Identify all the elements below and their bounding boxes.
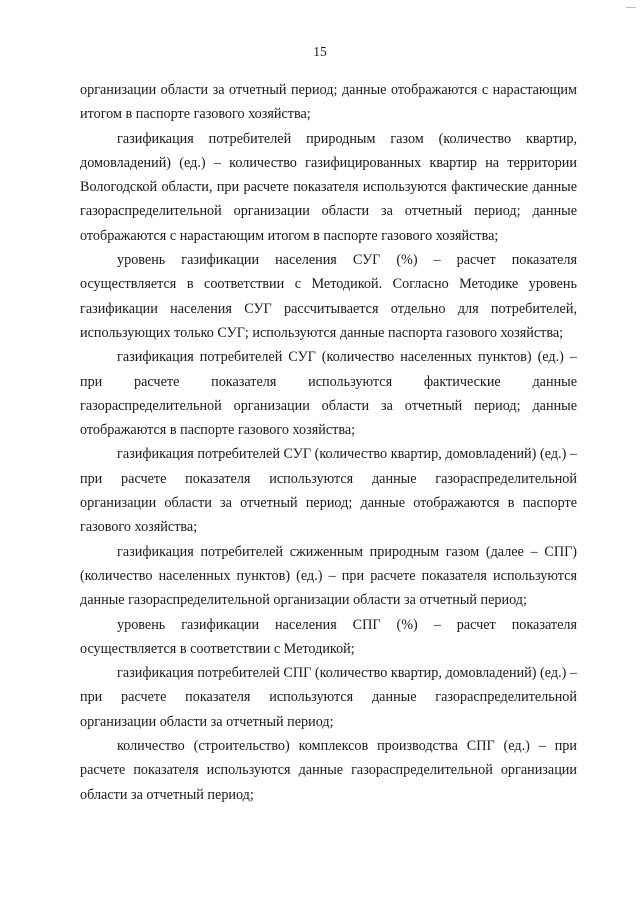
- paragraph: количество (строительство) комплексов производства СПГ (ед.) – при расчете показателя используются данные газораспределительной организации области за отчетный период;: [80, 738, 577, 803]
- paragraph: газификация потребителей СУГ (количество населенных пунктов) (ед.) – при расчете показателя используются фактические данные газораспределительной организации области за отчетный период; данные отображаются в паспорте газового хозяйства;: [80, 349, 577, 439]
- page-number: 15: [313, 44, 327, 59]
- paragraph: газификация потребителей природным газом (количество квартир, домовладений) (ед.) – количество газифицированных квартир на территории Вологодской области, при расчете показателя используются фактические данные газораспределительной организации области за отчетный период; данные отображаются с нарастающим итогом в паспорте газового хозяйства;: [80, 130, 577, 244]
- paragraph: газификация потребителей СПГ (количество квартир, домовладений) (ед.) – при расчете показателя используются данные газораспределительной организации области за отчетный период;: [80, 665, 577, 730]
- paragraph: уровень газификации населения СПГ (%) – расчет показателя осуществляется в соответствии с Методикой;: [80, 616, 577, 657]
- paragraph: газификация потребителей сжиженным природным газом (далее – СПГ) (количество населенных пунктов) (ед.) – при расчете показателя используются данные газораспределительной организации области за отчетный период;: [80, 543, 577, 609]
- paragraph: газификация потребителей СУГ (количество квартир, домовладений) (ед.) – при расчете показателя используются данные газораспределительной организации области за отчетный период; данные отображаются в паспорте газового хозяйства;: [80, 446, 577, 536]
- paragraph: организации области за отчетный период; данные отображаются с нарастающим итогом в паспорте газового хозяйства;: [80, 82, 577, 123]
- document-body: [80, 78, 577, 807]
- paragraph: уровень газификации населения СУГ (%) – расчет показателя осуществляется в соответствии с Методикой. Согласно Методике уровень газификации населения СУГ рассчитывается отдельно для потребителей, использующих только СУГ; используются данные паспорта газового хозяйства;: [80, 252, 577, 341]
- corner-mark: —: [626, 2, 636, 13]
